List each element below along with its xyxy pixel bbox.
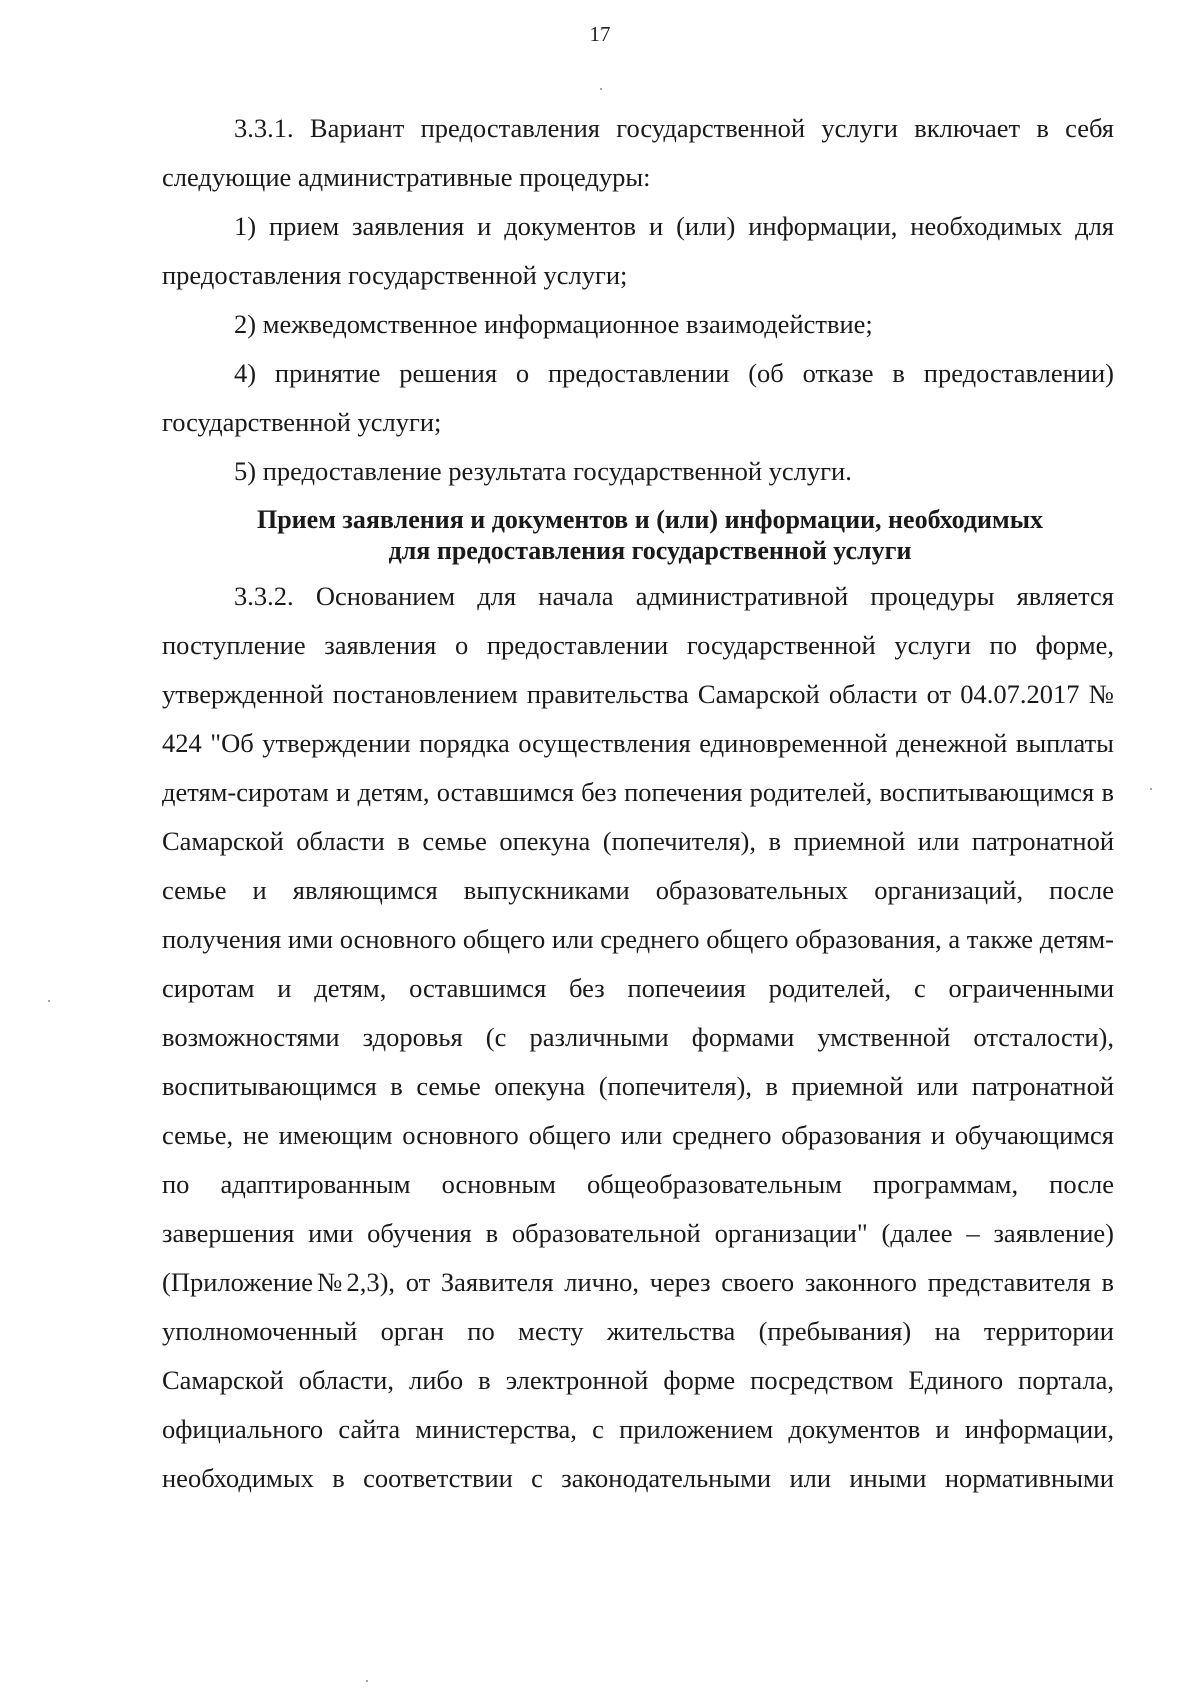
scan-speck <box>48 1000 50 1002</box>
section-heading-line-2: для предоставления государственной услуги <box>388 536 912 565</box>
section-heading <box>162 504 1114 566</box>
list-item-5: 5) предоставление результата государственной услуги. <box>234 456 852 486</box>
list-item-1: 1) прием заявления и документов и (или) информации, необходимых для предоставления государственной услуги; <box>162 211 1114 290</box>
list-item-2: 2) межведомственное информационное взаимодействие; <box>234 309 873 339</box>
scan-speck <box>1150 788 1152 790</box>
scan-speck <box>366 1680 368 1682</box>
list-item-4: 4) принятие решения о предоставлении (об отказе в предоставлении) государственной услуги; <box>162 358 1114 437</box>
section-heading-line-1: Прием заявления и документов и (или) информации, необходимых <box>256 505 1043 534</box>
scan-speck <box>600 88 602 90</box>
paragraph-3-3-2: 3.3.2. Основанием для начала административной процедуры является поступление заявления о предоставлении государственной услуги по форме, утвержденной постановлением правительства Самарской области от 04.07.2017 № 424 "Об утверждении порядка осуществления единовременной денежной выплаты детям-сиротам и детям, оставшимся без попечения родителей, воспитывающимся в Самарской области в семье опекуна (попечителя), в приемной или патронатной семье и являющимся выпускниками образовательных организаций, после получения ими основного общего или среднего общего образования, а также детям-сиротам и детям, оставшимся без попечеиия родителей, с ограиченными возможностями здоровья (с различными формами умственной отсталости), воспитывающимся в семье опекуна (попечителя), в приемной или патронатной семье, не имеющим основного общего или среднего образования и обучающимся по адаптированным основным общеобразовательным программам, после завершения ими обучения в образовательной организации" (далее – заявление) (Приложение№2,3), от Заявителя лично, через своего законного представителя в уполномоченный орган по месту жительства (пребывания) на территории Самарской области, либо в электронной форме посредством Единого портала, официального сайта министерства, с приложением документов и информации, необходимых в соответствии с законодательными или иными нормативными <box>162 581 1114 1493</box>
document-body <box>162 104 1114 1503</box>
paragraph-3-3-1: 3.3.1. Вариант предоставления государственной услуги включает в себя следующие административные процедуры: <box>162 113 1114 192</box>
page-number: 17 <box>589 22 611 46</box>
